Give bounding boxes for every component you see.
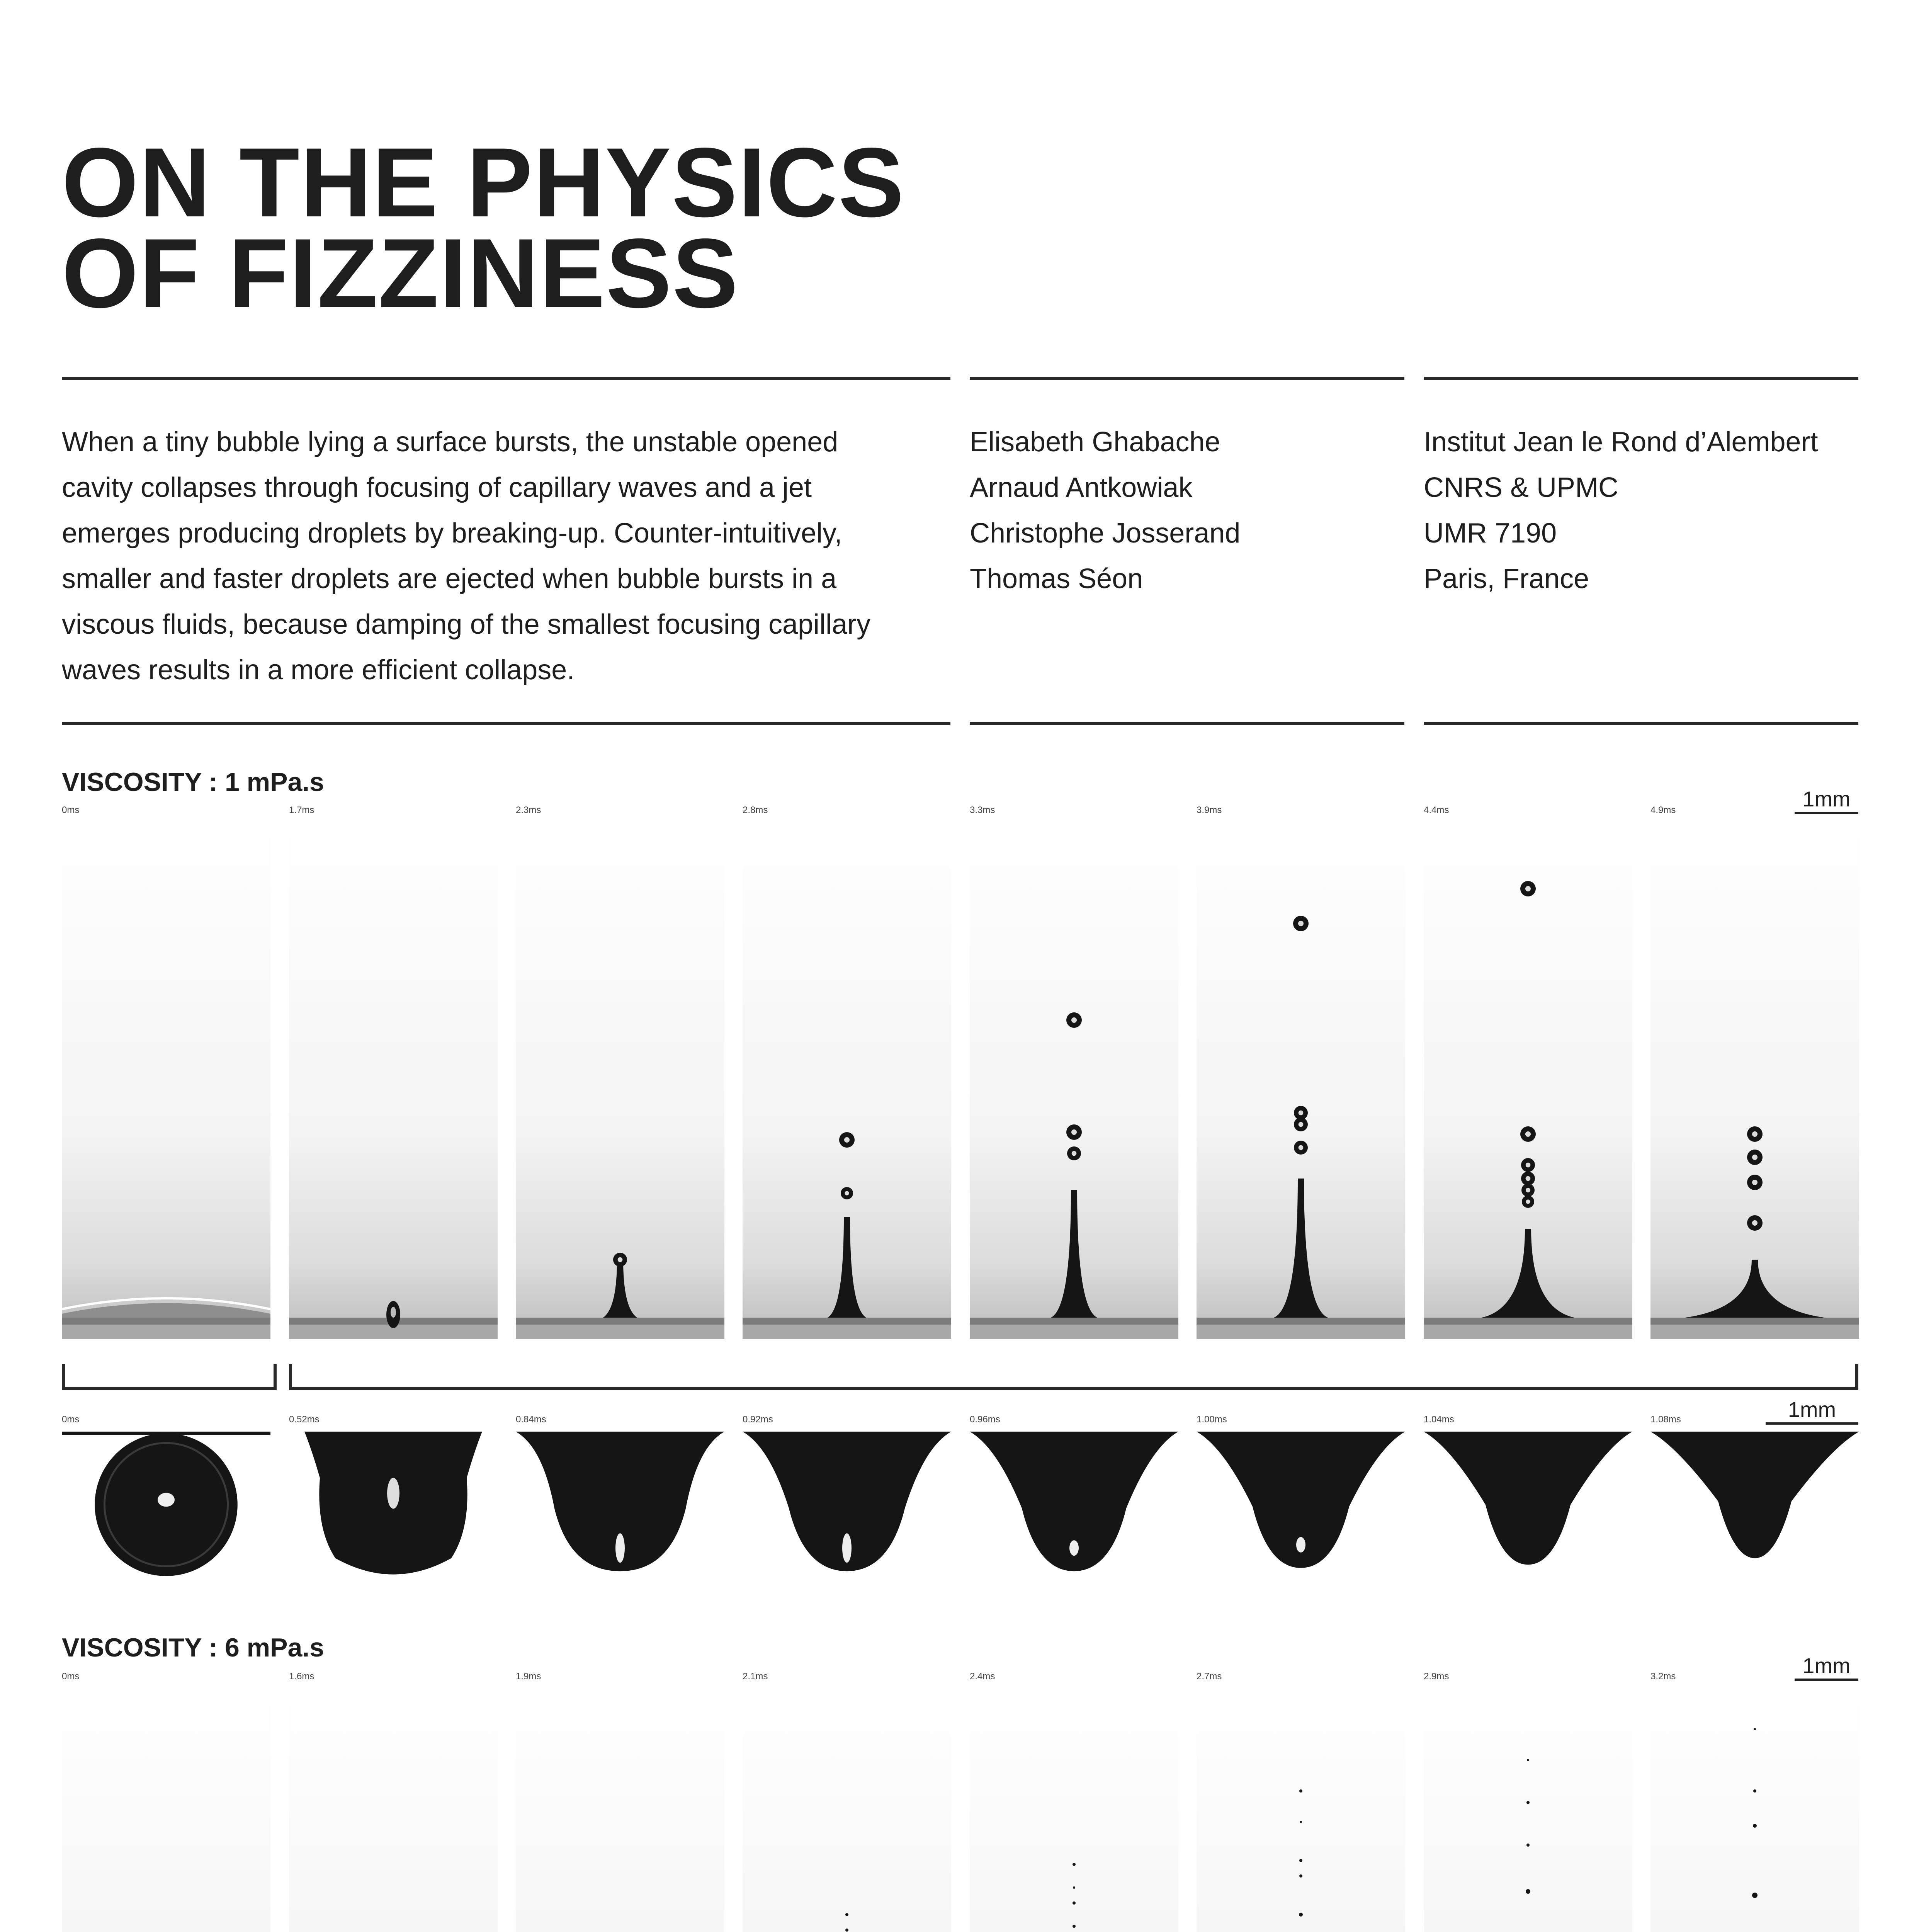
author-name: Arnaud Antkowiak (970, 472, 1193, 503)
jet-frame-image (516, 1690, 724, 1932)
poster-title (62, 128, 905, 328)
scale-bar-section-1-bottom (1766, 1397, 1858, 1425)
scale-bar-section-1-top (1795, 786, 1858, 814)
timestamp-label: 0ms (62, 805, 80, 815)
timestamp-label: 1.04ms (1424, 1414, 1454, 1425)
jet-frame-image (1197, 823, 1405, 1339)
timestamp-label: 3.2ms (1650, 1671, 1676, 1682)
jet-frame-image (743, 823, 951, 1339)
jet-frame-image (970, 1690, 1178, 1932)
title-line-1: ON THE PHYSICS (62, 128, 905, 238)
author-name: Christophe Josserand (970, 518, 1241, 549)
timestamp-label: 0.92ms (743, 1414, 773, 1425)
affiliation-line: Institut Jean le Rond d’Alembert (1424, 427, 1818, 457)
bracket-section-1-first (62, 1364, 277, 1390)
author-name: Elisabeth Ghabache (970, 427, 1220, 457)
rule-mid-affiliation (1424, 722, 1858, 725)
timestamp-label: 4.4ms (1424, 805, 1449, 815)
abstract-line: waves results in a more efficient collapse. (62, 655, 575, 685)
jet-frame-image (743, 1690, 951, 1932)
timestamp-label: 0ms (62, 1671, 80, 1682)
scale-bar-line (1766, 1422, 1858, 1425)
timestamp-label: 2.9ms (1424, 1671, 1449, 1682)
timestamp-label: 0.52ms (289, 1414, 320, 1425)
scale-label: 1mm (1802, 1653, 1851, 1678)
scale-bar-section-2-top (1795, 1653, 1858, 1681)
jet-frame-image (1650, 1690, 1859, 1932)
jet-frame-image (970, 823, 1178, 1339)
timestamp-label: 4.9ms (1650, 805, 1676, 815)
cavity-frame-image (970, 1432, 1178, 1594)
rule-top-affiliation (1424, 377, 1858, 380)
jet-frame-image (289, 823, 498, 1339)
timestamp-label: 2.8ms (743, 805, 768, 815)
timestamp-label: 2.7ms (1197, 1671, 1222, 1682)
jet-frame-image (516, 823, 724, 1339)
timestamp-label: 1.08ms (1650, 1414, 1681, 1425)
cavity-frame-image (62, 1432, 270, 1594)
title-line-2: OF FIZZINESS (62, 218, 739, 328)
timestamp-label: 3.9ms (1197, 805, 1222, 815)
cavity-frame-image (289, 1432, 498, 1594)
scale-label: 1mm (1802, 787, 1851, 811)
scale-label: 1mm (1788, 1397, 1836, 1422)
jet-frame-image (62, 823, 270, 1339)
section-heading-viscosity-6: VISCOSITY : 6 mPa.s (62, 1633, 325, 1662)
rule-top-authors (970, 377, 1404, 380)
abstract-line: When a tiny bubble lying a surface bursts, the unstable opened (62, 427, 838, 457)
jet-frame-image (1650, 823, 1859, 1339)
section-heading-viscosity-1: VISCOSITY : 1 mPa.s (62, 767, 325, 797)
cavity-frame-image (743, 1432, 951, 1594)
jet-frame-image (289, 1690, 498, 1932)
bracket-section-1-rest (289, 1364, 1858, 1390)
timestamp-label: 2.4ms (970, 1671, 995, 1682)
jet-frame-image (1424, 1690, 1632, 1932)
jet-frame-image (62, 1690, 270, 1932)
abstract-line: viscous fluids, because damping of the smallest focusing capillary (62, 609, 871, 640)
authors (970, 419, 1402, 602)
author-name: Thomas Séon (970, 563, 1143, 594)
abstract-line: emerges producing droplets by breaking-up. Counter-intuitively, (62, 518, 842, 549)
timestamp-label: 1.7ms (289, 805, 314, 815)
scale-bar-line (1795, 1679, 1858, 1681)
scale-bar-line (1795, 812, 1858, 814)
timestamp-label: 0.84ms (516, 1414, 546, 1425)
abstract-line: smaller and faster droplets are ejected when bubble bursts in a (62, 563, 837, 594)
affiliation-line: UMR 7190 (1424, 518, 1557, 549)
rule-top-abstract (62, 377, 950, 380)
abstract-line: cavity collapses through focusing of capillary waves and a jet (62, 472, 812, 503)
rule-mid-abstract (62, 722, 950, 725)
timestamp-label: 3.3ms (970, 805, 995, 815)
rule-mid-authors (970, 722, 1404, 725)
affiliation-line: Paris, France (1424, 563, 1589, 594)
timestamp-label: 1.9ms (516, 1671, 541, 1682)
cavity-frame-image (1650, 1432, 1859, 1594)
cavity-frame-image (1424, 1432, 1632, 1594)
timestamp-label: 2.3ms (516, 805, 541, 815)
timestamp-label: 1.00ms (1197, 1414, 1227, 1425)
jet-frame-image (1424, 823, 1632, 1339)
jet-frame-image (1197, 1690, 1405, 1932)
cavity-frame-image (1197, 1432, 1405, 1594)
timestamp-label: 0.96ms (970, 1414, 1000, 1425)
affiliation (1424, 419, 1868, 602)
cavity-frame-image (516, 1432, 724, 1594)
timestamp-label: 1.6ms (289, 1671, 314, 1682)
timestamp-label: 0ms (62, 1414, 80, 1425)
timestamp-label: 2.1ms (743, 1671, 768, 1682)
abstract (62, 419, 958, 693)
affiliation-line: CNRS & UPMC (1424, 472, 1619, 503)
